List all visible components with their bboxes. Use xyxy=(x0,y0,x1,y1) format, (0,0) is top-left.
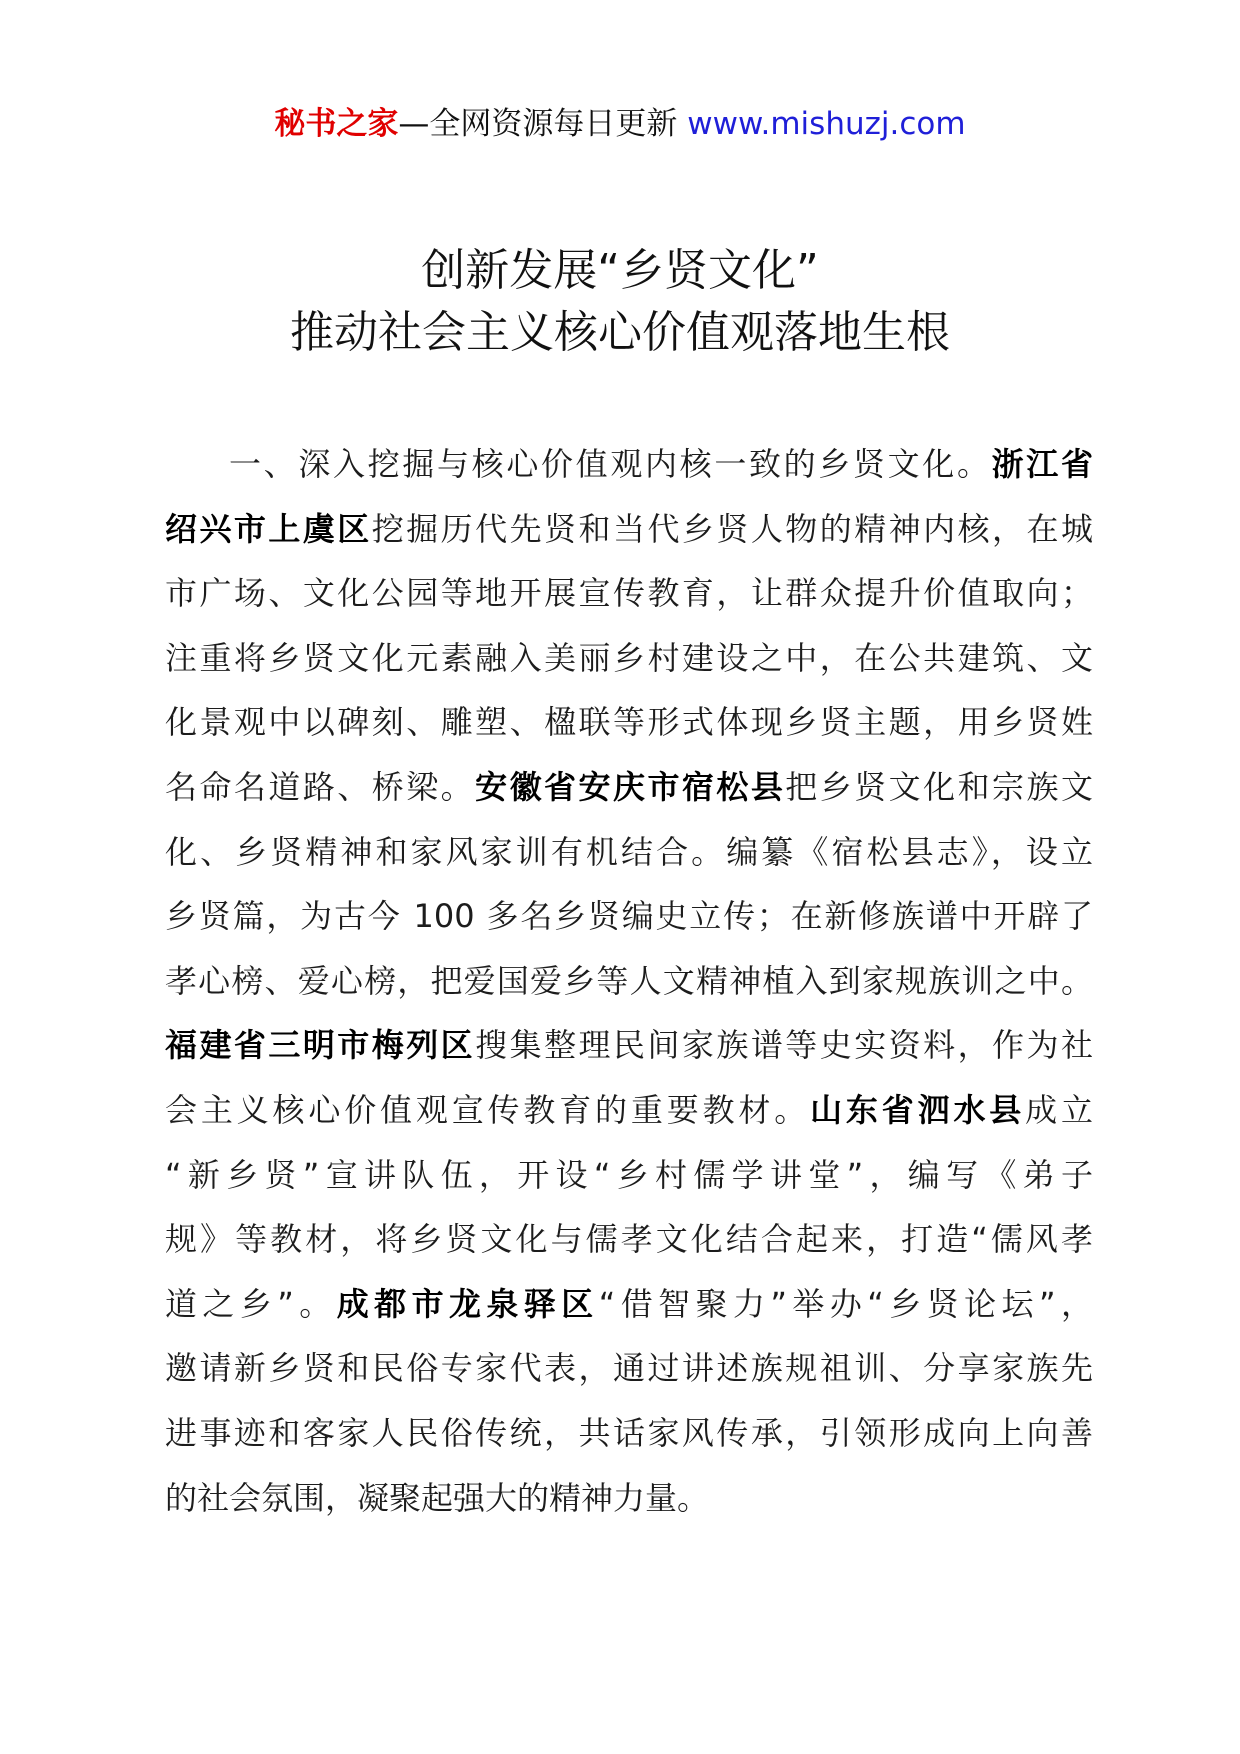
text-run: 一、深入挖掘与核心价值观内核一致的乡贤文化。 xyxy=(229,445,992,483)
site-tagline: —全网资源每日更新 xyxy=(398,106,678,142)
paragraph-line xyxy=(165,1143,1093,1208)
document-title xyxy=(0,240,1240,364)
text-run: 化、乡贤精神和家风家训有机结合。编纂《宿松县志》，设立 xyxy=(165,832,1093,871)
text-run: “借智聚力”举办“乡贤论坛”， xyxy=(598,1284,1093,1323)
paragraph-line xyxy=(165,497,1093,562)
paragraph-line xyxy=(165,1013,1093,1078)
paragraph-line xyxy=(165,949,1093,1014)
paragraph-line xyxy=(165,561,1093,626)
paragraph-line xyxy=(165,1272,1093,1337)
text-run: 名命名道路、桥梁。 xyxy=(165,767,476,806)
title-line-2: 推动社会主义核心价值观落地生根 xyxy=(290,307,950,358)
paragraph-line xyxy=(165,1078,1093,1143)
paragraph-line xyxy=(165,884,1093,949)
paragraph-line xyxy=(165,820,1093,885)
bold-place-name: 成都市龙泉驿区 xyxy=(336,1284,599,1323)
text-run: 把乡贤文化和宗族文 xyxy=(785,767,1093,806)
text-run: 注重将乡贤文化元素融入美丽乡村建设之中，在公共建筑、文 xyxy=(165,638,1093,677)
text-run: 的社会氛围，凝聚起强大的精神力量。 xyxy=(165,1478,710,1517)
paragraph-line xyxy=(165,432,1093,497)
text-run: 邀请新乡贤和民俗专家代表，通过讲述族规祖训、分享家族先 xyxy=(165,1349,1093,1388)
bold-place-name: 山东省泗水县 xyxy=(810,1090,1026,1129)
text-run: 挖掘历代先贤和当代乡贤人物的精神内核，在城 xyxy=(371,509,1093,548)
site-brand: 秘书之家 xyxy=(274,106,399,142)
bold-place-name: 绍兴市上虞区 xyxy=(165,509,372,548)
text-run: 市广场、文化公园等地开展宣传教育，让群众提升价值取向； xyxy=(165,574,1093,613)
paragraph-line xyxy=(165,1207,1093,1272)
bold-place-name: 浙江省 xyxy=(991,445,1093,483)
paragraph-line xyxy=(165,690,1093,755)
text-run: 孝心榜、爱心榜，把爱国爱乡等人文精神植入到家规族训之中。 xyxy=(165,961,1093,1000)
paragraph-line xyxy=(165,755,1093,820)
document-body xyxy=(165,432,1093,1530)
text-run: 搜集整理民间家族谱等史实资料，作为社 xyxy=(475,1026,1093,1065)
paragraph-line xyxy=(165,1401,1093,1466)
text-run: 化景观中以碑刻、雕塑、楹联等形式体现乡贤主题，用乡贤姓 xyxy=(165,703,1093,742)
text-run: 进事迹和客家人民俗传统，共话家风传承，引领形成向上向善 xyxy=(165,1413,1093,1452)
text-run: 乡贤篇，为古今 100 多名乡贤编史立传；在新修族谱中开辟了 xyxy=(165,897,1093,936)
paragraph-line xyxy=(165,1466,1093,1531)
bold-place-name: 福建省三明市梅列区 xyxy=(165,1026,476,1065)
title-line-1: 创新发展“乡贤文化” xyxy=(421,245,819,296)
bold-place-name: 安徽省安庆市宿松县 xyxy=(475,767,786,806)
text-run: 道之乡”。 xyxy=(165,1284,337,1323)
paragraph-line xyxy=(165,1336,1093,1401)
text-run: 成立 xyxy=(1025,1090,1093,1129)
site-url-link[interactable]: www.mishuzj.com xyxy=(687,106,966,142)
text-run: 规》等教材，将乡贤文化与儒孝文化结合起来，打造“儒风孝 xyxy=(165,1220,1093,1259)
text-run: “新乡贤”宣讲队伍，开设“乡村儒学讲堂”，编写《弟子 xyxy=(165,1155,1093,1194)
site-banner xyxy=(0,104,1240,144)
text-run: 会主义核心价值观宣传教育的重要教材。 xyxy=(165,1090,811,1129)
paragraph-line xyxy=(165,626,1093,691)
